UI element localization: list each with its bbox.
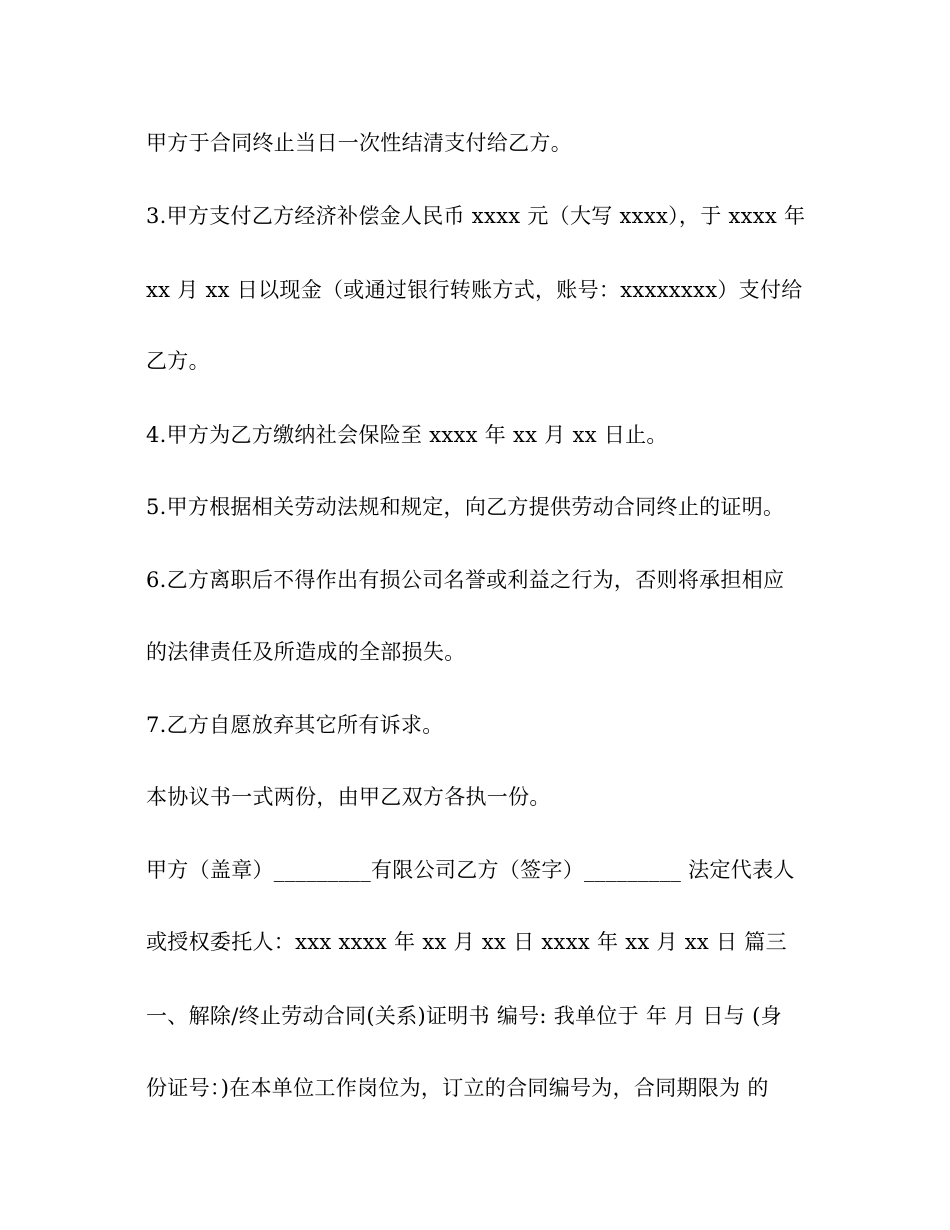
text-line-12: 或授权委托人：xxx xxxx 年 xx 月 xx 日 xxxx 年 xx 月 xx 日 篇三: [146, 930, 787, 954]
text-line-11: 甲方（盖章）_________有限公司乙方（签字）_________ 法定代表人: [146, 858, 795, 882]
text-line-6: 5.甲方根据相关劳动法规和规定，向乙方提供劳动合同终止的证明。: [146, 495, 785, 519]
text-line-14: 份证号：)在本单位工作岗位为，订立的合同编号为，合同期限为 的: [146, 1076, 769, 1100]
text-line-10: 本协议书一式两份，由甲乙双方各执一份。: [146, 785, 551, 809]
text-line-4: 乙方。: [146, 349, 210, 373]
text-line-13: 一、解除/终止劳动合同(关系)证明书 编号: 我单位于 年 月 日与 (身: [146, 1004, 782, 1028]
text-line-5: 4.甲方为乙方缴纳社会保险至 xxxx 年 xx 月 xx 日止。: [146, 423, 668, 447]
text-line-1: 甲方于合同终止当日一次性结清支付给乙方。: [146, 131, 572, 155]
text-line-7: 6.乙方离职后不得作出有损公司名誉或利益之行为，否则将承担相应: [146, 568, 785, 592]
text-line-9: 7.乙方自愿放弃其它所有诉求。: [146, 713, 444, 737]
text-line-2: 3.甲方支付乙方经济补偿金人民币 xxxx 元（大写 xxxx），于 xxxx 年: [146, 204, 806, 228]
text-line-3: xx 月 xx 日以现金（或通过银行转账方式，账号：xxxxxxxx）支付给: [146, 278, 803, 302]
text-line-8: 的法律责任及所造成的全部损失。: [146, 640, 466, 664]
